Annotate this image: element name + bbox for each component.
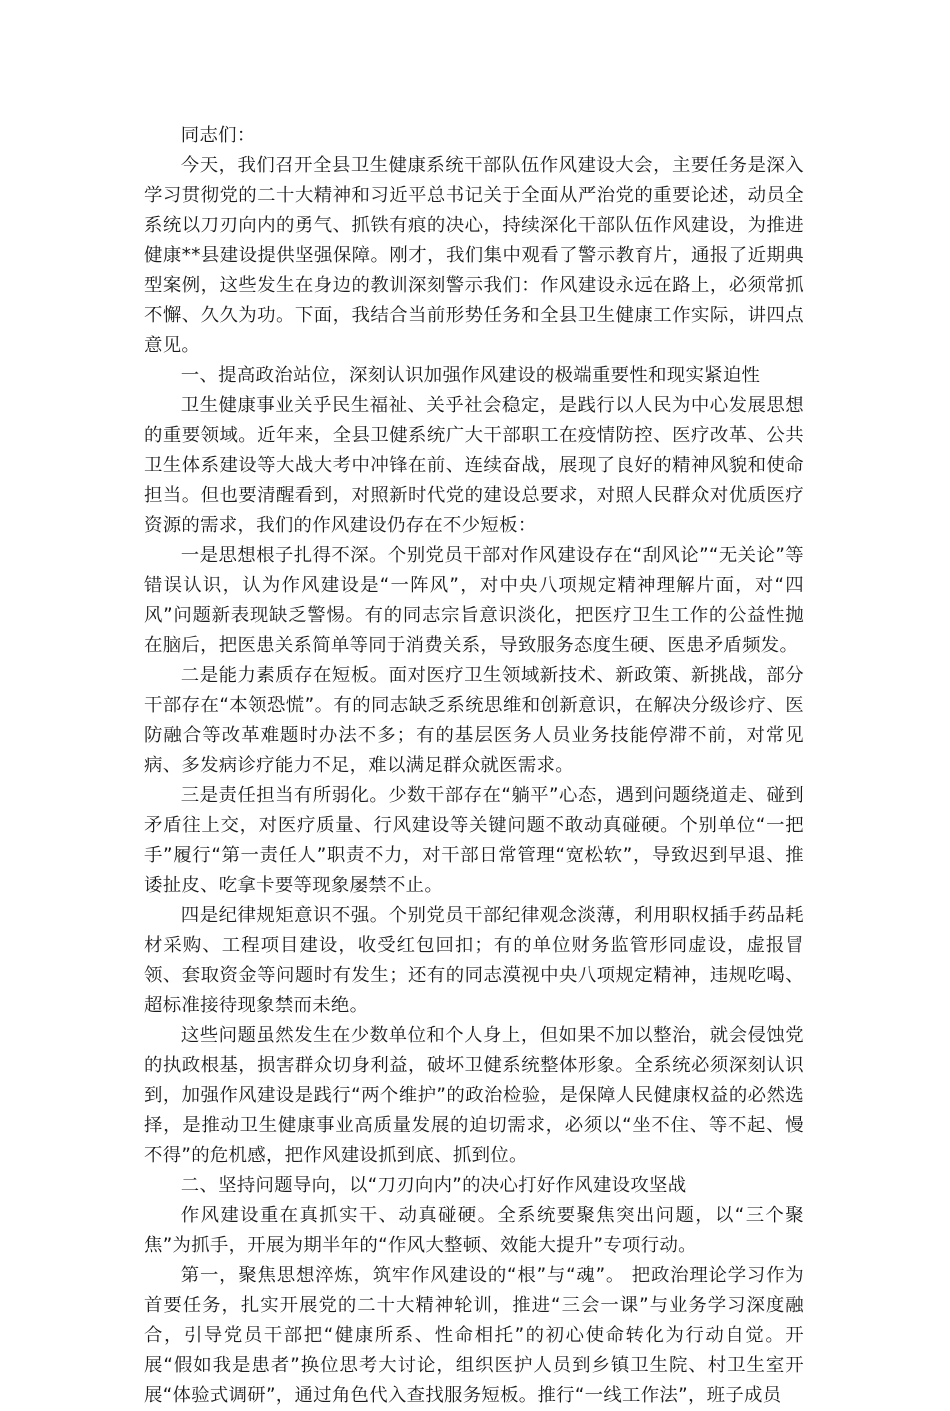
intro-paragraph: 今天，我们召开全县卫生健康系统干部队伍作风建设大会，主要任务是深入学习贯彻党的二十大精神和习近平总书记关于全面从严治党的重要论述，动员全系统以刀刃向内的勇气、抓铁有痕的决心，持续深化干部队伍作风建设，为推进健康**县建设提供坚强保障。刚才，我们集中观看了警示教育片，通报了近期典型案例，这些发生在身边的教训深刻警示我们：作风建设永远在路上，必须常抓不懈、久久为功。下面，我结合当前形势任务和全县卫生健康工作实际，讲四点意见。 [144, 155, 804, 356]
body-paragraph: 一是思想根子扎得不深。个别党员干部对作风建设存在“刮风论”“无关论”等错误认识，认为作风建设是“一阵风”，对中央八项规定精神理解片面，对“四风”问题新表现缺乏警惕。有的同志宗旨意识淡化，把医疗卫生工作的公益性抛在脑后，把医患关系简单等同于消费关系，导致服务态度生硬、医患矛盾频发。 [144, 545, 804, 656]
body-paragraph: 三是责任担当有所弱化。少数干部存在“躺平”心态，遇到问题绕道走、碰到矛盾往上交，对医疗质量、行风建设等关键问题不敢动真碰硬。个别单位“一把手”履行“第一责任人”职责不力，对干部日常管理“宽松软”，导致迟到早退、推诿扯皮、吃拿卡要等现象屡禁不止。 [144, 785, 804, 896]
body-paragraph: 第一，聚焦思想淬炼，筑牢作风建设的“根”与“魂”。 把政治理论学习作为首要任务，扎实开展党的二十大精神轮训，推进“三会一课”与业务学习深度融合，引导党员干部把“健康所系、性命相托”的初心使命转化为行动自觉。开展“假如我是患者”换位思考大讨论，组织医护人员到乡镇卫生院、村卫生室开展“体验式调研”，通过角色代入查找服务短板。推行“一线工作法”，班子成员 [144, 1265, 804, 1406]
section-heading-2: 二、坚持问题导向，以“刀刃向内”的决心打好作风建设攻坚战 [180, 1175, 687, 1196]
document-body [144, 121, 804, 1411]
body-paragraph: 四是纪律规矩意识不强。个别党员干部纪律观念淡薄，利用职权插手药品耗材采购、工程项目建设，收受红包回扣；有的单位财务监管形同虚设，虚报冒领、套取资金等问题时有发生；还有的同志漠视中央八项规定精神，违规吃喝、超标准接待现象禁而未绝。 [144, 905, 804, 1016]
body-paragraph: 卫生健康事业关乎民生福祉、关乎社会稳定，是践行以人民为中心发展思想的重要领域。近年来，全县卫健系统广大干部职工在疫情防控、医疗改革、公共卫生体系建设等大战大考中冲锋在前、连续奋战，展现了良好的精神风貌和使命担当。但也要清醒看到，对照新时代党的建设总要求，对照人民群众对优质医疗资源的需求，我们的作风建设仍存在不少短板： [144, 395, 804, 536]
body-paragraph: 这些问题虽然发生在少数单位和个人身上，但如果不加以整治，就会侵蚀党的执政根基，损害群众切身利益，破坏卫健系统整体形象。全系统必须深刻认识到，加强作风建设是践行“两个维护”的政治检验，是保障人民健康权益的必然选择，是推动卫生健康事业高质量发展的迫切需求，必须以“坐不住、等不起、慢不得”的危机感，把作风建设抓到底、抓到位。 [144, 1025, 804, 1166]
body-paragraph: 二是能力素质存在短板。面对医疗卫生领域新技术、新政策、新挑战，部分干部存在“本领恐慌”。有的同志缺乏系统思维和创新意识，在解决分级诊疗、医防融合等改革难题时办法不多；有的基层医务人员业务技能停滞不前，对常见病、多发病诊疗能力不足，难以满足群众就医需求。 [144, 665, 804, 776]
salutation: 同志们： [180, 125, 256, 146]
body-paragraph: 作风建设重在真抓实干、动真碰硬。全系统要聚焦突出问题，以“三个聚焦”为抓手，开展为期半年的“作风大整顿、效能大提升”专项行动。 [144, 1205, 804, 1256]
section-heading-1: 一、提高政治站位，深刻认识加强作风建设的极端重要性和现实紧迫性 [180, 365, 761, 386]
